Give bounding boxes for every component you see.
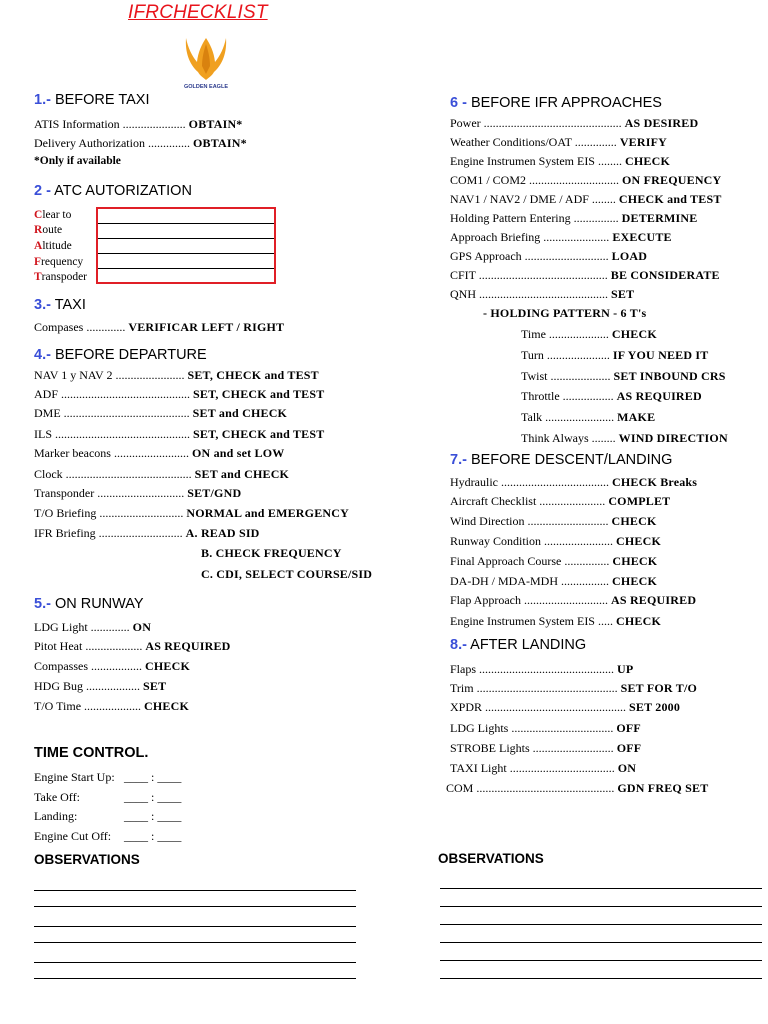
checklist-row: T/O Time ................... CHECK <box>34 699 190 713</box>
observation-line[interactable] <box>34 942 356 943</box>
checklist-row: Power .............................................. AS DESIRED <box>450 116 699 130</box>
observation-line[interactable] <box>34 926 356 927</box>
checklist-row: Engine Instrumen System EIS ........ CHECK <box>450 154 670 168</box>
section-before-departure: 4.- BEFORE DEPARTURE <box>34 347 207 363</box>
checklist-row: CFIT ........................................... BE CONSIDERATE <box>450 268 720 282</box>
atc-item: Route <box>34 224 63 236</box>
checklist-row: TAXI Light ................................... ON <box>450 761 637 775</box>
time-field[interactable]: ____ : ____ <box>124 790 182 804</box>
checklist-row: Engine Instrumen System EIS ..... CHECK <box>450 614 661 628</box>
checklist-row: Flaps ............................................. UP <box>450 662 634 676</box>
checklist-row: Trim ............................................... SET FOR T/O <box>450 681 698 695</box>
checklist-row: Aircraft Checklist ...................... COMPLET <box>450 494 671 508</box>
checklist-row: NAV 1 y NAV 2 ....................... SET, CHECK and TEST <box>34 368 319 382</box>
observation-line[interactable] <box>34 890 356 891</box>
time-row-label: Engine Start Up: <box>34 770 115 784</box>
checklist-row: LDG Lights .................................. OFF <box>450 721 641 735</box>
observations-title-right: OBSERVATIONS <box>438 851 544 866</box>
atc-clearance-box <box>96 207 276 284</box>
section-taxi: 3.- TAXI <box>34 297 86 313</box>
checklist-row: QNH ........................................... SET <box>450 287 635 301</box>
atc-item: Altitude <box>34 240 72 252</box>
checklist-row: COM1 / COM2 .............................. ON FREQUENCY <box>450 173 722 187</box>
checklist-row: HDG Bug .................. SET <box>34 679 167 693</box>
checklist-row: Wind Direction ........................... CHECK <box>450 514 657 528</box>
checklist-row: Compases ............. VERIFICAR LEFT / RIGHT <box>34 320 285 334</box>
holding-pattern-title: - HOLDING PATTERN - 6 T's <box>483 306 647 320</box>
checklist-row: Runway Condition ....................... CHECK <box>450 534 662 548</box>
golden-eagle-logo <box>180 30 232 90</box>
checklist-row: Final Approach Course ............... CHECK <box>450 554 658 568</box>
holding-row: Twist .................... SET INBOUND CRS <box>521 369 726 383</box>
availability-note: *Only if available <box>34 155 121 167</box>
section-atc-autorization: 2 - ATC AUTORIZATION <box>34 183 192 199</box>
ifr-briefing-step: C. CDI, SELECT COURSE/SID <box>201 567 373 581</box>
checklist-row: LDG Light ............. ON <box>34 620 152 634</box>
checklist-row: GPS Approach ............................ LOAD <box>450 249 648 263</box>
ifr-briefing-step: B. CHECK FREQUENCY <box>201 546 342 560</box>
checklist-row: Delivery Authorization .............. OBTAIN* <box>34 136 247 150</box>
logo-text: GOLDEN EAGLE <box>183 84 229 90</box>
checklist-row: Transponder ............................. SET/GND <box>34 486 242 500</box>
atc-item: Clear to <box>34 209 72 221</box>
frequency-line <box>98 268 274 269</box>
time-row-label: Take Off: <box>34 790 80 804</box>
checklist-row: Compasses ................. CHECK <box>34 659 191 673</box>
section-on-runway: 5.- ON RUNWAY <box>34 596 144 612</box>
section-time-control: TIME CONTROL. <box>34 745 149 761</box>
time-field[interactable]: ____ : ____ <box>124 829 182 843</box>
page-title: IFRCHECKLIST <box>128 2 268 23</box>
holding-row: Time .................... CHECK <box>521 327 657 341</box>
atc-item: Frequency <box>34 256 84 268</box>
section-before-taxi: 1.- BEFORE TAXI <box>34 92 150 108</box>
checklist-row: COM .............................................. GDN FREQ SET <box>446 781 709 795</box>
checklist-row: STROBE Lights ........................... OFF <box>450 741 642 755</box>
route-line <box>98 238 274 239</box>
observation-line[interactable] <box>440 978 762 979</box>
checklist-row: Holding Pattern Entering ............... DETERMINE <box>450 211 698 225</box>
time-field[interactable]: ____ : ____ <box>124 809 182 823</box>
observation-line[interactable] <box>34 978 356 979</box>
observation-line[interactable] <box>440 906 762 907</box>
section-before-ifr-approaches: 6 - BEFORE IFR APPROACHES <box>450 95 662 111</box>
checklist-row: IFR Briefing ............................ A. READ SID <box>34 526 260 540</box>
checklist-row: ATIS Information ..................... OBTAIN* <box>34 117 243 131</box>
observation-line[interactable] <box>440 888 762 889</box>
checklist-row: Approach Briefing ...................... EXECUTE <box>450 230 672 244</box>
time-row-label: Landing: <box>34 809 78 823</box>
holding-row: Throttle ................. AS REQUIRED <box>521 389 702 403</box>
section-after-landing: 8.- AFTER LANDING <box>450 637 587 653</box>
observation-line[interactable] <box>440 942 762 943</box>
checklist-row: XPDR ............................................... SET 2000 <box>450 700 681 714</box>
observations-title-left: OBSERVATIONS <box>34 852 140 867</box>
checklist-row: Hydraulic .................................... CHECK Breaks <box>450 475 698 489</box>
checklist-row: DA-DH / MDA-MDH ................ CHECK <box>450 574 658 588</box>
checklist-row: Weather Conditions/OAT .............. VERIFY <box>450 135 668 149</box>
checklist-row: ILS ............................................. SET, CHECK and TEST <box>34 427 325 441</box>
checklist-row: DME .......................................... SET and CHECK <box>34 406 288 420</box>
holding-row: Talk ....................... MAKE <box>521 410 656 424</box>
holding-row: Think Always ........ WIND DIRECTION <box>521 431 728 445</box>
checklist-row: T/O Briefing ............................ NORMAL and EMERGENCY <box>34 506 350 520</box>
altitude-line <box>98 253 274 254</box>
holding-row: Turn ..................... IF YOU NEED IT <box>521 348 709 362</box>
observation-line[interactable] <box>440 924 762 925</box>
checklist-row: Marker beacons ......................... ON and set LOW <box>34 446 285 460</box>
checklist-row: Pitot Heat ................... AS REQUIRED <box>34 639 231 653</box>
checklist-row: Clock .......................................... SET and CHECK <box>34 467 290 481</box>
checklist-row: NAV1 / NAV2 / DME / ADF ........ CHECK and TEST <box>450 192 722 206</box>
observation-line[interactable] <box>34 962 356 963</box>
clearance-line <box>98 223 274 224</box>
observation-line[interactable] <box>34 906 356 907</box>
observation-line[interactable] <box>440 960 762 961</box>
section-before-descent-landing: 7.- BEFORE DESCENT/LANDING <box>450 452 673 468</box>
atc-item: Transpoder <box>34 271 88 283</box>
time-row-label: Engine Cut Off: <box>34 829 112 843</box>
checklist-row: ADF ........................................... SET, CHECK and TEST <box>34 387 325 401</box>
time-field[interactable]: ____ : ____ <box>124 770 182 784</box>
checklist-row: Flap Approach ............................ AS REQUIRED <box>450 593 697 607</box>
